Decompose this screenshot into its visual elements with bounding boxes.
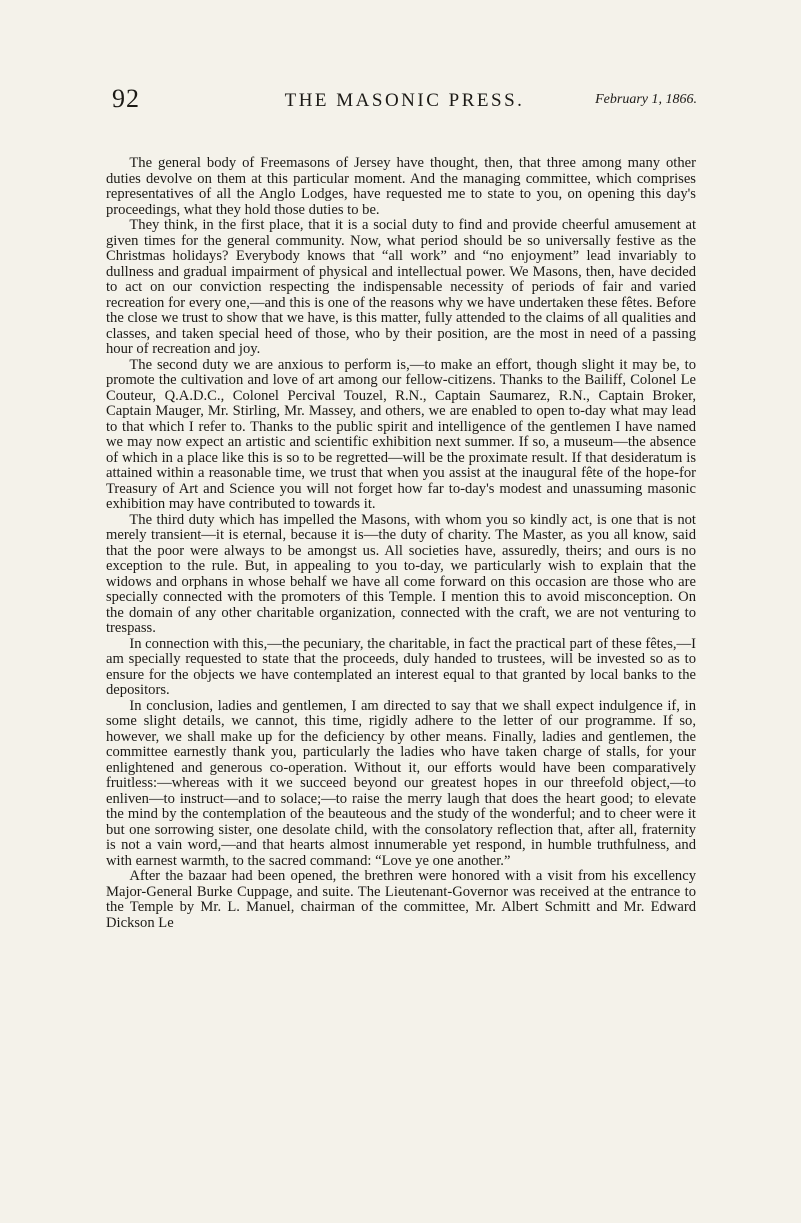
page-number: 92: [112, 84, 140, 113]
paragraph: In connection with this,—the pecuniary, the charitable, in fact the practical part of these fêtes,—I am specially requested to state that the proceeds, duly handed to trustees, will be invested so as to ensure for the objects we have contemplated an interest equal to that granted by local banks to the depositors.: [106, 635, 696, 698]
paragraph: After the bazaar had been opened, the brethren were honored with a visit from his excellency Major-General Burke Cuppage, and suite. The Lieutenant-Governor was received at the entrance to the Temple by Mr. L. Manuel, chairman of the committee, Mr. Albert Schmitt and Mr. Edward Dickson Le: [106, 868, 696, 931]
paragraph: The third duty which has impelled the Masons, with whom you so kindly act, is one that is not merely transient—it is eternal, because it is—the duty of charity. The Master, as you all know, said that the poor were always to be amongst us. All societies have, assuredly, theirs; and ours is no exception to the rule. But, in appealing to you to-day, we particularly wish to explain that the widows and orphans in whose behalf we have all come forward on this occasion are those who are specially connected with the promoters of this Temple. I mention this to avoid misconception. On the domain of any other charitable organization, connected with the craft, we are not venturing to trespass.: [106, 511, 696, 636]
issue-date: February 1, 1866.: [595, 92, 697, 107]
page-header: [112, 84, 697, 114]
paragraph: The second duty we are anxious to perform is,—to make an effort, though slight it may be, to promote the cultivation and love of art among our fellow-citizens. Thanks to the Bailiff, Colonel Le Couteur, Q.A.D.C., Colonel Percival Touzel, R.N., Captain Saumarez, R.N., Captain Broker, Captain Mauger, Mr. Stirling, Mr. Massey, and others, we are enabled to open to-day what may lead to that which I refer to. Thanks to the public spirit and intelligence of the gentlemen I have named we may now expect an artistic and scientific exhibition next summer. If so, a museum—the absence of which in a place like this is so to be regretted—will be the proximate result. If that desideratum is attained within a reasonable time, we trust that when you assist at the inaugural fête of the hope-for Treasury of Art and Science you will not forget how far to-day's modest and unassuming masonic exhibition may have contributed to towards it.: [106, 356, 696, 512]
article-body: [106, 156, 696, 931]
journal-title: THE MASONIC PRESS.: [284, 90, 525, 111]
paragraph: In conclusion, ladies and gentlemen, I am directed to say that we shall expect indulgence if, in some slight details, we cannot, this time, rigidly adhere to the letter of our programme. If so, however, we shall make up for the deficiency by other means. Finally, ladies and gentlemen, the committee earnestly thank you, particularly the ladies who have taken charge of stalls, for your enlightened and generous co-operation. Without it, our efforts would have been comparatively fruitless:—whereas with it we succeed beyond our greatest hopes in our threefold object,—to enliven—to instruct—and to solace;—to raise the merry laugh that does the heart good; to elevate the mind by the contemplation of the beauteous and the study of the wonderful; and to cheer were it but one sorrowing sister, one desolate child, with the consolatory reflection that, after all, fraternity is not a vain word,—and that hearts almost innumerable yet respond, in humble truthfulness, and with earnest warmth, to the sacred command: “Love ye one another.”: [106, 697, 696, 869]
paragraph: They think, in the first place, that it is a social duty to find and provide cheerful amusement at given times for the general community. Now, what period should be so universally festive as the Christmas holidays? Everybody knows that “all work” and “no enjoyment” lead invariably to dullness and gradual impairment of physical and intellectual power. We Masons, then, have decided to act on our conviction respecting the indispensable necessity of periods of fair and varied recreation for every one,—and this is one of the reasons why we have undertaken these fêtes. Before the close we trust to show that we have, is this matter, fully attended to the claims of all qualities and classes, and taken special heed of those, who by their position, are the most in need of a passing hour of recreation and joy.: [106, 217, 696, 357]
paragraph: The general body of Freemasons of Jersey have thought, then, that three among many other duties devolve on them at this particular moment. And the managing committee, which comprises representatives of all the Anglo Lodges, have requested me to state to you, on opening this day's proceedings, what they hold those duties to be.: [106, 155, 696, 218]
